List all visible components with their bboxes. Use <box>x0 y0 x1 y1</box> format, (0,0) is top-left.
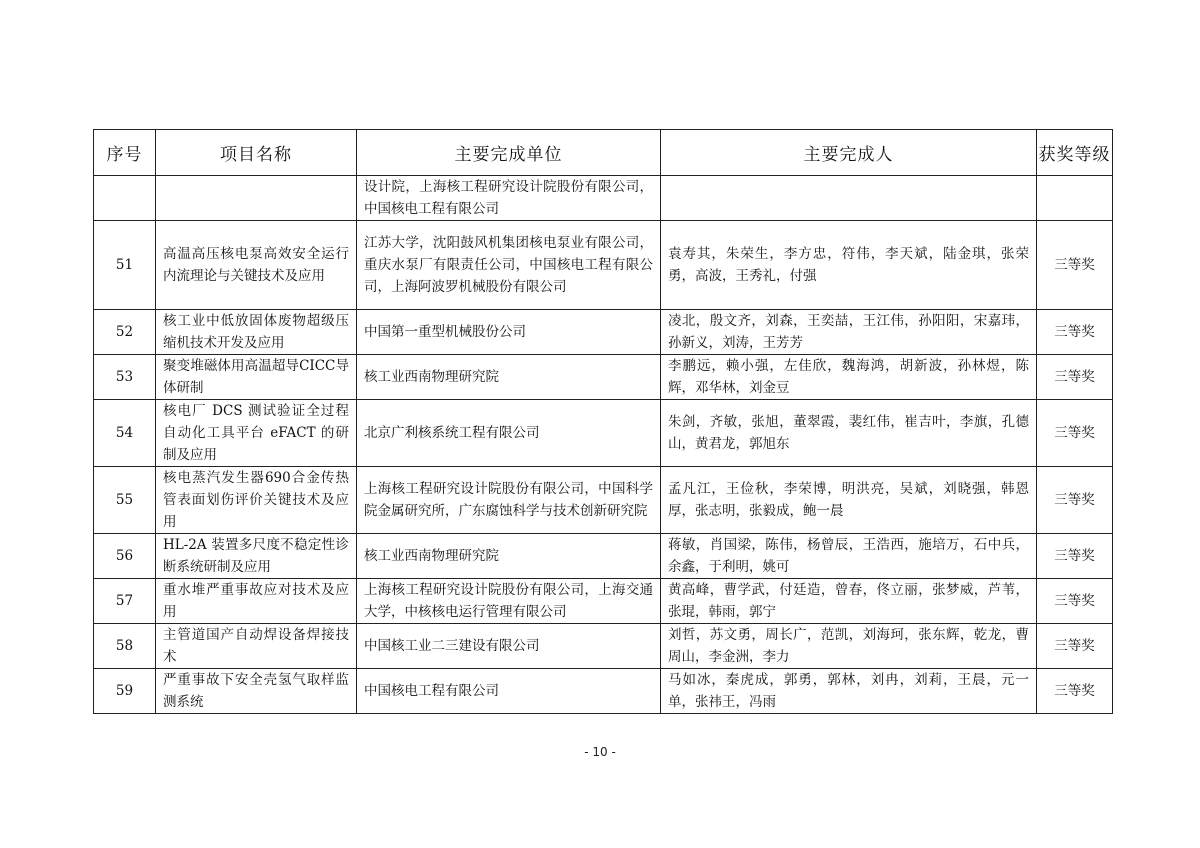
row-award-level: 三等奖 <box>1054 257 1095 273</box>
row-main-people: 朱剑，齐敏，张旭，董翠霞，裴红伟，崔吉叶，李旗，孔德山，黄君龙，郭旭东 <box>668 414 1029 452</box>
row-project-name: 重水堆严重事故应对技术及应用 <box>163 582 349 620</box>
row-award-level: 三等奖 <box>1054 425 1095 441</box>
row-no: 53 <box>115 369 134 385</box>
header-main-units: 主要完成单位 <box>357 130 661 176</box>
row-main-units: 上海核工程研究设计院股份有限公司，中国科学院金属研究所，广东腐蚀科学与技术创新研究院 <box>364 481 653 519</box>
row-main-units: 江苏大学，沈阳鼓风机集团核电泵业有限公司，重庆水泵厂有限责任公司，中国核电工程有限公司，上海阿波罗机械股份有限公司 <box>364 235 653 295</box>
row-main-people: 孟凡江，王俭秋，李荣博，明洪亮，吴斌，刘晓强，韩恩厚，张志明，张毅成，鲍一晨 <box>668 481 1029 519</box>
table-row <box>94 310 1113 355</box>
row-main-units: 核工业西南物理研究院 <box>364 548 499 564</box>
row-project-name: 核工业中低放固体废物超级压缩机技术开发及应用 <box>163 313 349 351</box>
row-no: 54 <box>115 425 134 441</box>
row-no: 59 <box>115 683 134 699</box>
row-main-units: 中国第一重型机械股份公司 <box>364 324 526 340</box>
row-award-level: 三等奖 <box>1054 593 1095 609</box>
table-row <box>94 400 1113 467</box>
row-main-units: 核工业西南物理研究院 <box>364 369 499 385</box>
row-project-name: 核电厂 DCS 测试验证全过程自动化工具平台 eFACT 的研制及应用 <box>163 403 349 463</box>
row-award-level: 三等奖 <box>1054 638 1095 654</box>
row-main-units: 中国核电工程有限公司 <box>364 683 499 699</box>
row-main-people: 黄高峰，曹学武，付廷造，曾春，佟立丽，张梦威，芦苇，张琨，韩雨，郭宁 <box>668 582 1029 620</box>
row-no: 58 <box>115 638 134 654</box>
row-main-units: 上海核工程研究设计院股份有限公司，上海交通大学，中核核电运行管理有限公司 <box>364 582 653 620</box>
row-main-people: 李鹏远，赖小强，左佳欣，魏海鸿，胡新波，孙林煜，陈辉，邓华林，刘金豆 <box>668 358 1029 396</box>
row-main-units: 设计院，上海核工程研究设计院股份有限公司，中国核电工程有限公司 <box>364 179 653 217</box>
row-project-name: 严重事故下安全壳氢气取样监测系统 <box>163 672 349 710</box>
table-row <box>94 534 1113 579</box>
award-table <box>93 129 1113 714</box>
row-project-name: 聚变堆磁体用高温超导CICC导体研制 <box>163 358 349 396</box>
table-row <box>94 624 1113 669</box>
row-main-people: 刘哲，苏文勇，周长广，范凯，刘海珂，张东辉，乾龙，曹周山，李金洲，李力 <box>668 627 1029 665</box>
row-project-name: HL-2A 装置多尺度不稳定性诊断系统研制及应用 <box>163 537 349 575</box>
row-main-people: 蒋敏，肖国梁，陈伟，杨曾辰，王浩西，施培万，石中兵，余鑫，于利明，姚可 <box>668 537 1029 575</box>
header-award-level: 获奖等级 <box>1037 130 1113 176</box>
row-no: 55 <box>115 492 134 508</box>
row-award-level: 三等奖 <box>1054 683 1095 699</box>
header-no: 序号 <box>94 130 156 176</box>
row-main-people: 马如冰，秦虎成，郭勇，郭林，刘冉，刘莉，王晨，元一单，张祎王，冯雨 <box>668 672 1029 710</box>
row-project-name: 核电蒸汽发生器690合金传热管表面划伤评价关键技术及应用 <box>163 470 349 530</box>
page-number: - 10 - <box>584 745 616 759</box>
row-main-units: 北京广利核系统工程有限公司 <box>364 425 540 441</box>
table-row <box>94 579 1113 624</box>
row-no: 52 <box>115 324 134 340</box>
row-main-people: 凌北，殷文齐，刘森，王奕喆，王江伟，孙阳阳，宋嘉玮，孙新义，刘涛，王芳芳 <box>668 313 1029 351</box>
row-main-people: 袁寿其，朱荣生，李方忠，符伟，李天斌，陆金琪，张荣勇，高波，王秀礼，付强 <box>668 246 1029 284</box>
row-project-name: 主管道国产自动焊设备焊接技术 <box>163 627 349 665</box>
header-main-people: 主要完成人 <box>661 130 1037 176</box>
table-row <box>94 221 1113 310</box>
table-row <box>94 669 1113 714</box>
table-row <box>94 355 1113 400</box>
row-award-level: 三等奖 <box>1054 369 1095 385</box>
table-row <box>94 176 1113 221</box>
table-row <box>94 467 1113 534</box>
row-award-level: 三等奖 <box>1054 548 1095 564</box>
row-no: 51 <box>115 257 134 273</box>
row-award-level: 三等奖 <box>1054 492 1095 508</box>
row-no: 56 <box>115 548 134 564</box>
row-no: 57 <box>115 593 134 609</box>
row-main-units: 中国核工业二三建设有限公司 <box>364 638 540 654</box>
row-project-name: 高温高压核电泵高效安全运行内流理论与关键技术及应用 <box>163 246 349 284</box>
row-award-level: 三等奖 <box>1054 324 1095 340</box>
header-project-name: 项目名称 <box>156 130 357 176</box>
header-row <box>94 130 1113 176</box>
